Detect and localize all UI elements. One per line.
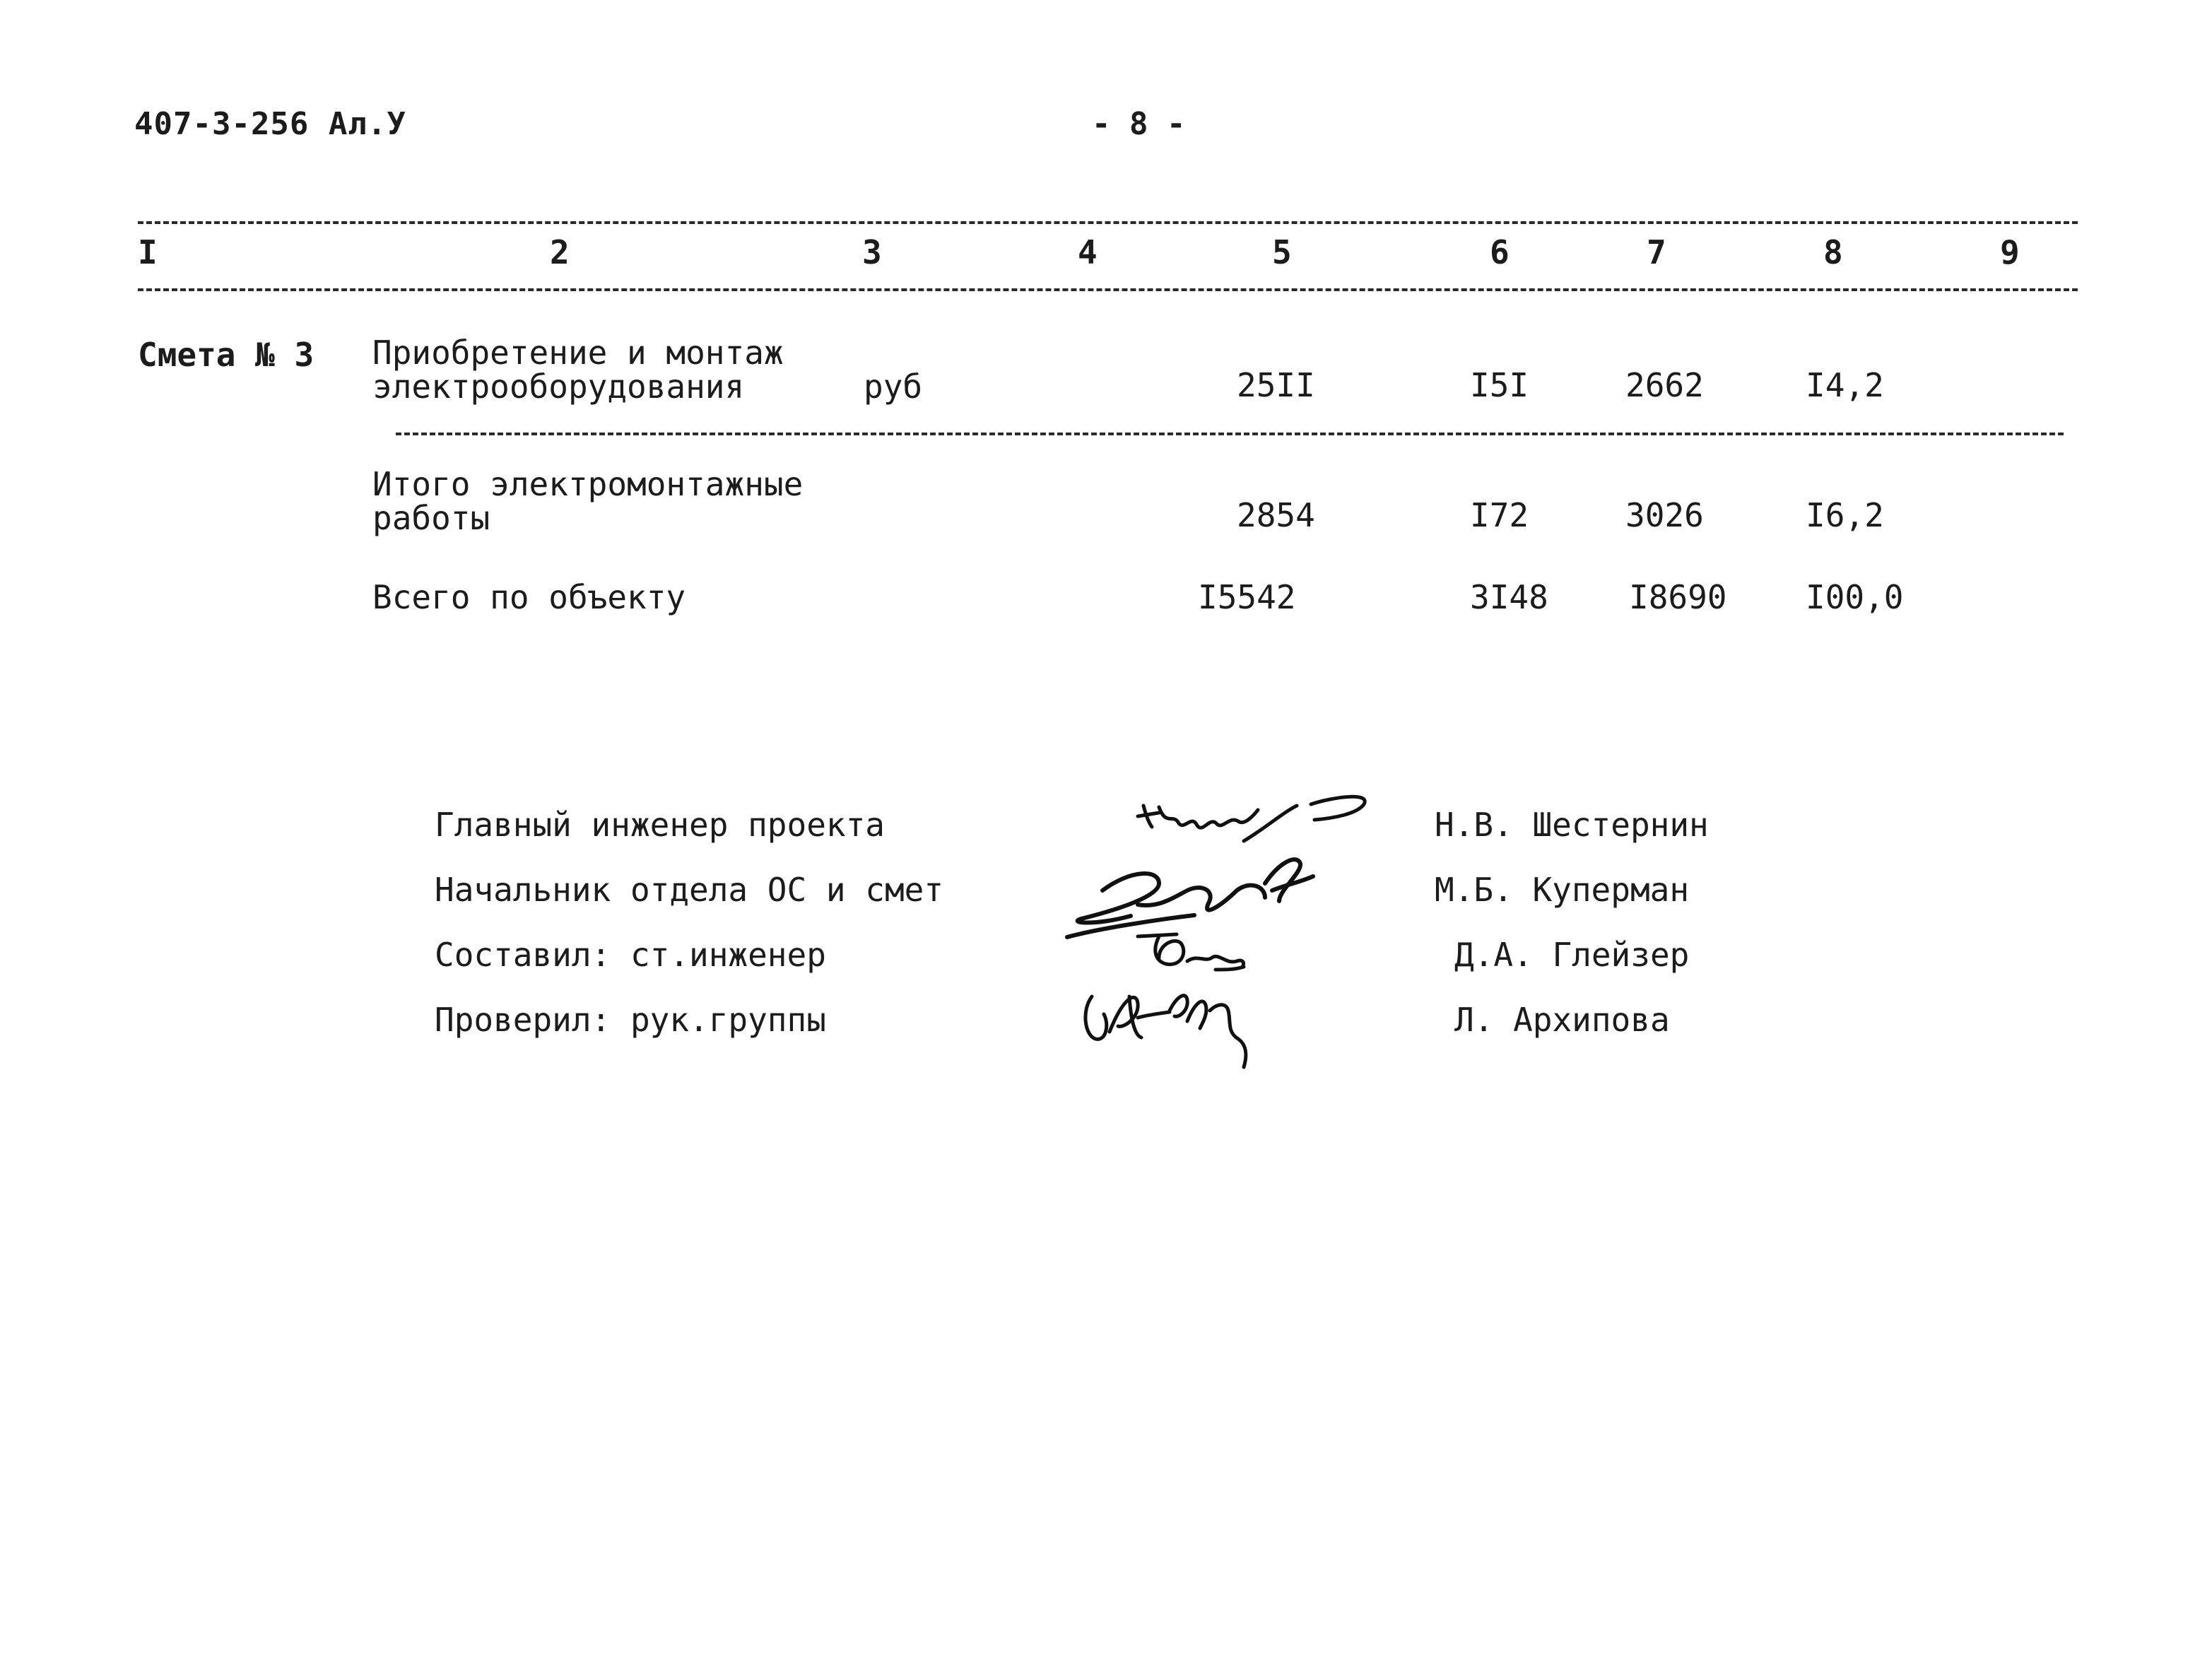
table-cell-col8: I00,0	[1806, 578, 1904, 616]
table-row-label: Смета № 3	[138, 336, 314, 374]
signatory-name: Д.А. Глейзер	[1454, 936, 1690, 974]
signatory-name: Л. Архипова	[1454, 1001, 1670, 1039]
table-row-name-line1: Всего по объекту	[372, 578, 686, 616]
document-code: 407-3-256 Ал.У	[134, 106, 406, 142]
table-cell-col7: I8690	[1629, 578, 1727, 616]
signatory-role: Проверил: рук.группы	[435, 1001, 826, 1039]
table-header-rule	[138, 288, 2078, 291]
table-row-name-line1: Итого электромонтажные	[372, 465, 804, 503]
table-cell-col7: 2662	[1625, 366, 1704, 404]
table-cell-col6: I72	[1470, 496, 1529, 534]
column-number-5: 5	[1272, 233, 1292, 271]
signatory-name: М.Б. Куперман	[1435, 871, 1690, 909]
subtotal-rule	[396, 433, 2064, 435]
signature-3	[1138, 934, 1244, 970]
column-number-1: I	[138, 233, 158, 271]
column-number-8: 8	[1823, 233, 1843, 271]
column-number-7: 7	[1647, 233, 1666, 271]
column-number-9: 9	[2000, 233, 2020, 271]
table-row-name-line1: Приобретение и монтаж	[372, 334, 784, 372]
table-cell-col8: I6,2	[1806, 496, 1884, 534]
signature-4	[1086, 996, 1246, 1067]
signature-1	[1138, 796, 1365, 841]
table-top-rule	[138, 221, 2078, 224]
column-number-4: 4	[1078, 233, 1098, 271]
column-number-6: 6	[1490, 233, 1510, 271]
handwritten-signatures	[1053, 784, 1392, 1081]
signatory-name: Н.В. Шестернин	[1435, 806, 1709, 844]
table-cell-col6: I5I	[1470, 366, 1529, 404]
table-row-name-line2: электрооборудования	[372, 367, 745, 406]
table-cell-col7: 3026	[1625, 496, 1704, 534]
table-cell-col8: I4,2	[1806, 366, 1884, 404]
column-number-2: 2	[550, 233, 570, 271]
signatory-role: Главный инженер проекта	[435, 806, 885, 844]
table-row-name-line2: работы	[372, 499, 490, 537]
signature-2	[1067, 859, 1313, 937]
page-number: - 8 -	[1092, 106, 1186, 142]
table-cell-col5: 25II	[1237, 366, 1315, 404]
signatory-role: Начальник отдела ОС и смет	[435, 871, 944, 909]
table-cell-col5: 2854	[1237, 496, 1315, 534]
table-cell-col5: I5542	[1198, 578, 1296, 616]
column-number-3: 3	[862, 233, 882, 271]
table-row-unit: руб	[864, 367, 923, 406]
signatory-role: Составил: ст.инженер	[435, 936, 826, 974]
table-cell-col6: 3I48	[1470, 578, 1548, 616]
